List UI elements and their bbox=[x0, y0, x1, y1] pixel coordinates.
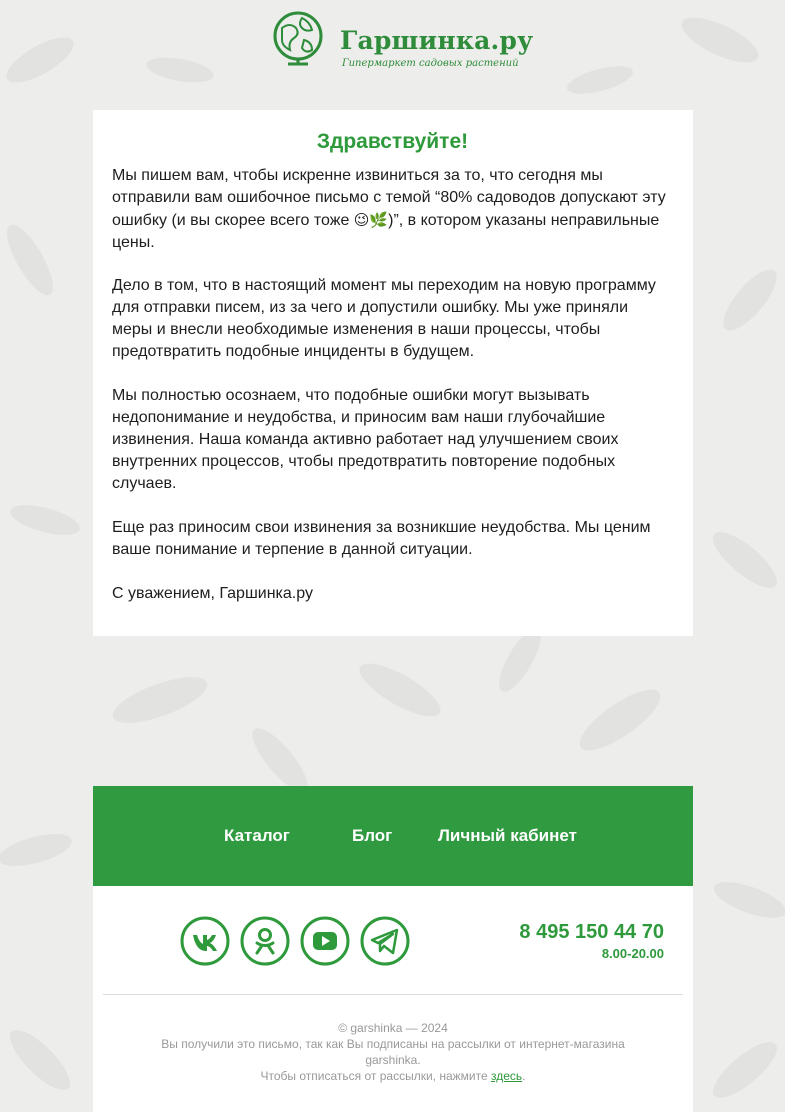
letter-paragraph-3: Мы полностью осознаем, что подобные ошибки могут вызывать недопонимание и неудобства, и приносим вам наши глубочайшие извинения. Наша команда активно работает над улучшением своих внутренних процессов, чтобы предотвратить повторение подобных случаев. bbox=[112, 387, 619, 492]
globe-logo-icon bbox=[272, 10, 326, 66]
footer-divider bbox=[103, 994, 683, 995]
wink-leaf-emoji: 😉🌿 bbox=[353, 211, 389, 229]
unsubscribe-line bbox=[133, 1068, 653, 1084]
nav-link-account[interactable]: Личный кабинет bbox=[438, 826, 577, 845]
vk-icon[interactable] bbox=[180, 916, 230, 966]
letter-paragraph-4: Еще раз приносим свои извинения за возникшие неудобства. Мы ценим ваше понимание и терпение в данной ситуации. bbox=[112, 519, 651, 558]
brand-tagline: Гипермаркет садовых растений bbox=[342, 58, 519, 69]
letter-paragraph-1 bbox=[112, 165, 672, 254]
subscription-note: Вы получили это письмо, так как Вы подписаны на рассылки от интернет-магазина garshinka. bbox=[161, 1037, 625, 1067]
paragraph-1-text: Мы пишем вам, чтобы искренне извиниться за то, что сегодня мы отправили вам ошибочное письмо с темой “80% садоводов допускают эту ошибку (и вы скорее всего тоже bbox=[112, 167, 666, 229]
letter-paragraph-2: Дело в том, что в настоящий момент мы переходим на новую программу для отправки писем, из за чего и допустили ошибку. Мы уже приняли меры и внесли необходимые изменения в наши процессы, чтобы предотвратить подобные инциденты в будущем. bbox=[112, 277, 656, 360]
telegram-icon[interactable] bbox=[360, 916, 410, 966]
brand-logo[interactable] bbox=[272, 10, 534, 69]
paragraph-1-text-end: )”, в котором указаны неправильные цены. bbox=[112, 212, 660, 251]
phone-number[interactable]: 8 495 150 44 70 bbox=[519, 921, 664, 943]
nav-link-catalog[interactable]: Каталог bbox=[224, 826, 290, 845]
working-hours: 8.00-20.00 bbox=[601, 946, 664, 961]
unsubscribe-text: Чтобы отписаться от рассылки, нажмите bbox=[260, 1069, 491, 1083]
youtube-icon[interactable] bbox=[300, 916, 350, 966]
brand-name: Гаршинка.ру bbox=[340, 26, 534, 55]
footer-section bbox=[93, 886, 693, 1112]
letter-signature: С уважением, Гаршинка.ру bbox=[112, 585, 313, 602]
odnoklassniki-icon[interactable] bbox=[240, 916, 290, 966]
unsubscribe-link[interactable]: здесь bbox=[490, 1069, 523, 1083]
email-header bbox=[0, 0, 785, 110]
unsubscribe-period: . bbox=[522, 1069, 526, 1083]
copyright-text: © garshinka — 2024 bbox=[338, 1021, 448, 1035]
greeting-heading: Здравствуйте! bbox=[316, 130, 469, 153]
footer-nav-bar bbox=[93, 786, 693, 886]
nav-link-blog[interactable]: Блог bbox=[352, 826, 393, 845]
